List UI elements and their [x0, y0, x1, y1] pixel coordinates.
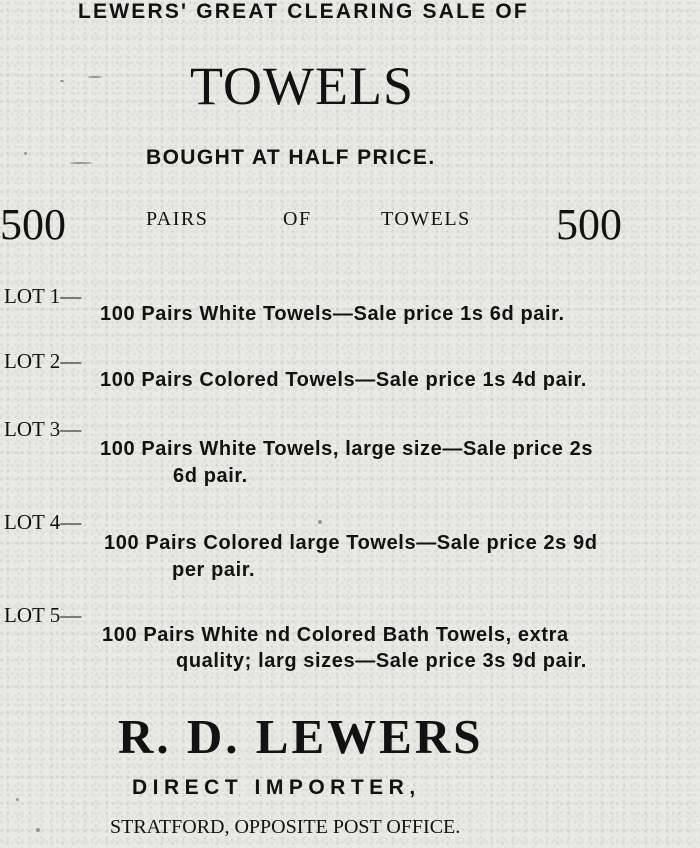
print-speck	[70, 162, 92, 164]
quantity-word-towels: TOWELS	[381, 208, 471, 230]
lot-5-line-1: 100 Pairs White nd Colored Bath Towels, extra	[102, 624, 569, 646]
print-speck	[318, 520, 322, 524]
quantity-word-pairs: PAIRS	[146, 208, 209, 230]
merchant-name: R. D. LEWERS	[118, 709, 484, 764]
lot-1-label: LOT 1—	[4, 284, 82, 308]
quantity-number-right: 500	[556, 200, 622, 249]
quantity-word-of: OF	[283, 208, 312, 230]
subtitle: BOUGHT AT HALF PRICE.	[146, 146, 436, 169]
print-speck	[36, 828, 40, 832]
quantity-number-left: 500	[0, 200, 66, 249]
lot-2-line-1: 100 Pairs Colored Towels—Sale price 1s 4d pair.	[100, 369, 587, 391]
lot-3-line-1: 100 Pairs White Towels, large size—Sale price 2s	[100, 438, 594, 460]
lot-4-label: LOT 4—	[4, 510, 82, 534]
merchant-address: STRATFORD, OPPOSITE POST OFFICE.	[110, 816, 461, 838]
print-speck	[88, 76, 102, 78]
print-speck	[24, 152, 27, 155]
lot-5-label: LOT 5—	[4, 603, 82, 627]
lot-1-line-1: 100 Pairs White Towels—Sale price 1s 6d pair.	[100, 303, 565, 325]
print-speck	[16, 798, 19, 801]
lot-3-label: LOT 3—	[4, 417, 82, 441]
lot-2-label: LOT 2—	[4, 349, 82, 373]
lot-5-line-2: quality; larg sizes—Sale price 3s 9d pair.	[176, 650, 587, 672]
headline: LEWERS' GREAT CLEARING SALE OF	[78, 0, 529, 23]
page-title: TOWELS	[190, 56, 414, 116]
lot-3-line-2: 6d pair.	[173, 465, 248, 487]
print-speck	[60, 80, 64, 82]
lot-4-line-1: 100 Pairs Colored large Towels—Sale price 2s 9d	[104, 532, 598, 554]
merchant-role: DIRECT IMPORTER,	[132, 776, 421, 799]
lot-4-line-2: per pair.	[172, 559, 256, 581]
